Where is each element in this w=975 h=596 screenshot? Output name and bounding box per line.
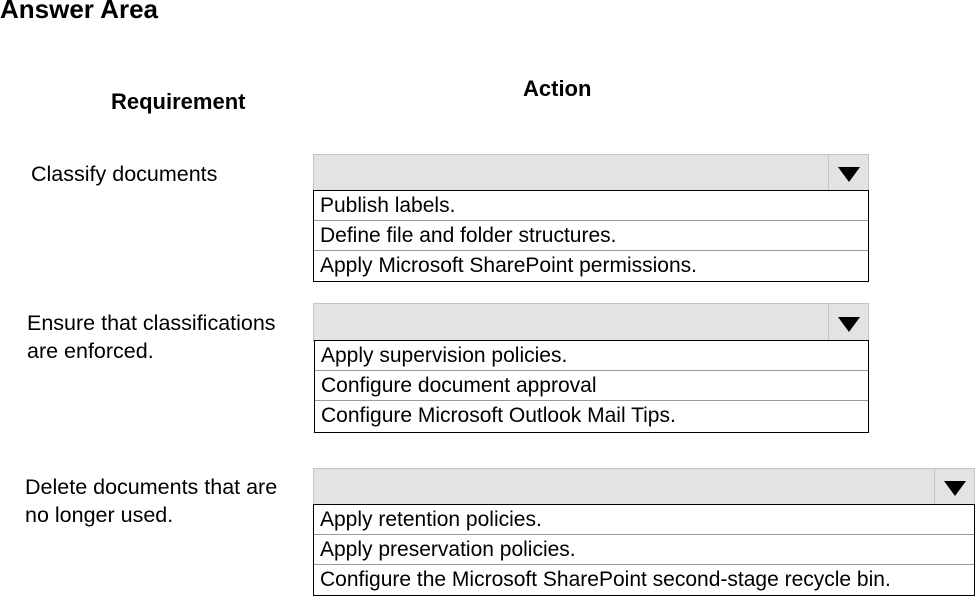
option-configure-recycle-bin[interactable]: Configure the Microsoft SharePoint second-stage recycle bin. xyxy=(320,568,891,591)
requirement-3-line-2: no longer used. xyxy=(25,503,174,527)
option-configure-outlook-mail-tips[interactable]: Configure Microsoft Outlook Mail Tips. xyxy=(321,404,676,427)
action-column-header: Action xyxy=(523,76,592,101)
option-apply-retention-policies[interactable]: Apply retention policies. xyxy=(314,505,974,535)
action-options-2 xyxy=(314,340,869,433)
requirement-3-line-1: Delete documents that are xyxy=(25,475,278,499)
option-apply-supervision-policies[interactable]: Apply supervision policies. xyxy=(315,341,868,371)
requirement-1 xyxy=(31,160,217,188)
action-dropdown-3[interactable] xyxy=(313,468,975,506)
option-apply-sharepoint-permissions[interactable]: Apply Microsoft SharePoint permissions. xyxy=(320,254,697,277)
chevron-down-icon xyxy=(838,167,860,182)
chevron-down-icon xyxy=(838,317,860,332)
dropdown-1-button[interactable] xyxy=(828,155,868,191)
action-options-3 xyxy=(313,504,975,596)
dropdown-2-button[interactable] xyxy=(828,304,868,341)
action-options-1 xyxy=(313,190,869,282)
chevron-down-icon xyxy=(944,481,966,496)
answer-area-title: Answer Area xyxy=(0,0,158,24)
requirement-2-line-1: Ensure that classifications xyxy=(27,311,276,335)
requirement-2-line-2: are enforced. xyxy=(27,339,154,363)
option-configure-document-approval[interactable]: Configure document approval xyxy=(315,371,868,401)
requirement-3 xyxy=(25,473,277,529)
action-dropdown-2[interactable] xyxy=(313,303,869,342)
option-define-file-folder-structures[interactable]: Define file and folder structures. xyxy=(314,221,868,251)
action-dropdown-1[interactable] xyxy=(313,154,869,192)
requirement-1-line-1: Classify documents xyxy=(31,162,218,186)
option-apply-preservation-policies[interactable]: Apply preservation policies. xyxy=(314,535,974,565)
dropdown-3-button[interactable] xyxy=(934,469,974,505)
option-publish-labels[interactable]: Publish labels. xyxy=(314,191,868,221)
requirement-2 xyxy=(27,309,276,365)
requirement-column-header: Requirement xyxy=(111,89,246,114)
